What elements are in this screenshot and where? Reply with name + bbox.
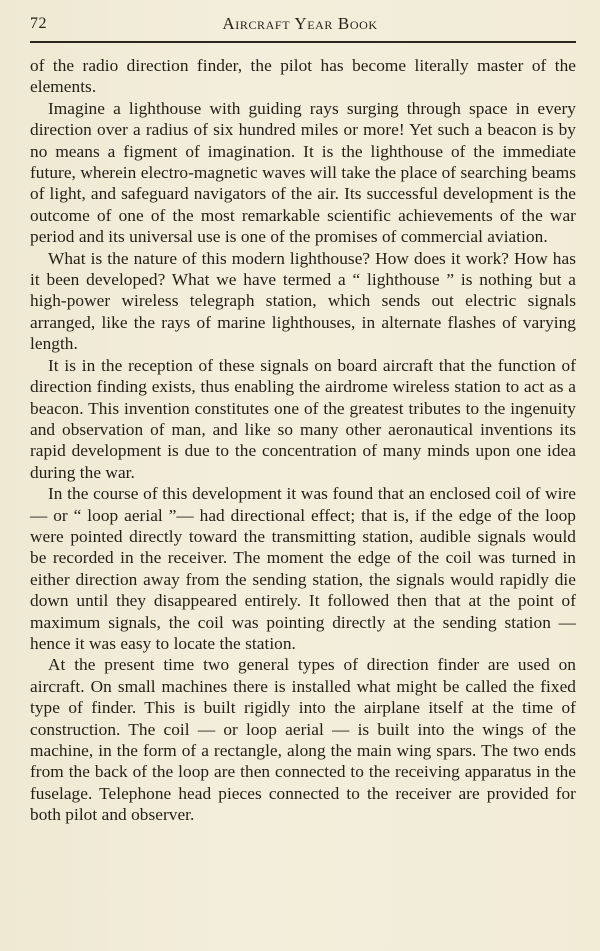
body-text bbox=[30, 55, 576, 826]
paragraph-loop-aerial: In the course of this development it was found that an enclosed coil of wire — or “ loop aerial ”— had directional effect; that is, if the edge of the loop were pointed directly toward the transmitting station, audible signals would be recorded in the receiver. The moment the edge of the coil was turned in either direction away from the sending station, the signals would rapidly die down until they disappeared entirely. It followed then that at the point of maximum signals, the coil was pointing directly at the sending station — hence it was easy to locate the station. bbox=[30, 484, 576, 653]
paragraph-reception: It is in the reception of these signals on board aircraft that the function of direction finding exists, thus enabling the airdrome wireless station to act as a beacon. This invention constitutes one of the greatest tributes to the ingenuity and observation of man, and like so many other aeronautical inventions its rapid development is due to the concentration of many minds upon one idea during the war. bbox=[30, 355, 576, 482]
paragraph-nature: What is the nature of this modern lighthouse? How does it work? How has it been developed? What we have termed a “ lighthouse ” is nothing but a high-power wireless telegraph station, which sends out electric signals arranged, like the rays of marine lighthouses, in alternate flashes of varying length. bbox=[30, 248, 576, 354]
running-title: Aircraft Year Book bbox=[222, 14, 378, 33]
paragraph-lighthouse: Imagine a lighthouse with guiding rays surging through space in every direction over a radius of six hundred miles or more! Yet such a beacon is by no means a figment of imagination. It is the lighthouse of the immediate future, wherein electro-magnetic waves will take the place of searching beams of light, and safeguard navigators of the air. Its successful development is the outcome of one of the most remarkable scientific achievements of the war period and its universal use is one of the promises of commercial aviation. bbox=[30, 98, 576, 247]
paragraph-types: At the present time two general types of direction finder are used on aircraft. On small machines there is installed what might be called the fixed type of finder. This is built rigidly into the airplane itself at the time of construction. The coil — or loop aerial — is built into the wings of the machine, in the form of a rectangle, along the main wing spars. The two ends from the back of the loop are then connected to the receiving apparatus in the fuselage. Telephone head pieces connected to the receiver are provided for both pilot and observer. bbox=[30, 655, 576, 825]
header-rule bbox=[30, 41, 576, 43]
page-number: 72 bbox=[30, 15, 47, 32]
paragraph-continued: of the radio direction finder, the pilot has become literally master of the elements. bbox=[30, 56, 576, 97]
